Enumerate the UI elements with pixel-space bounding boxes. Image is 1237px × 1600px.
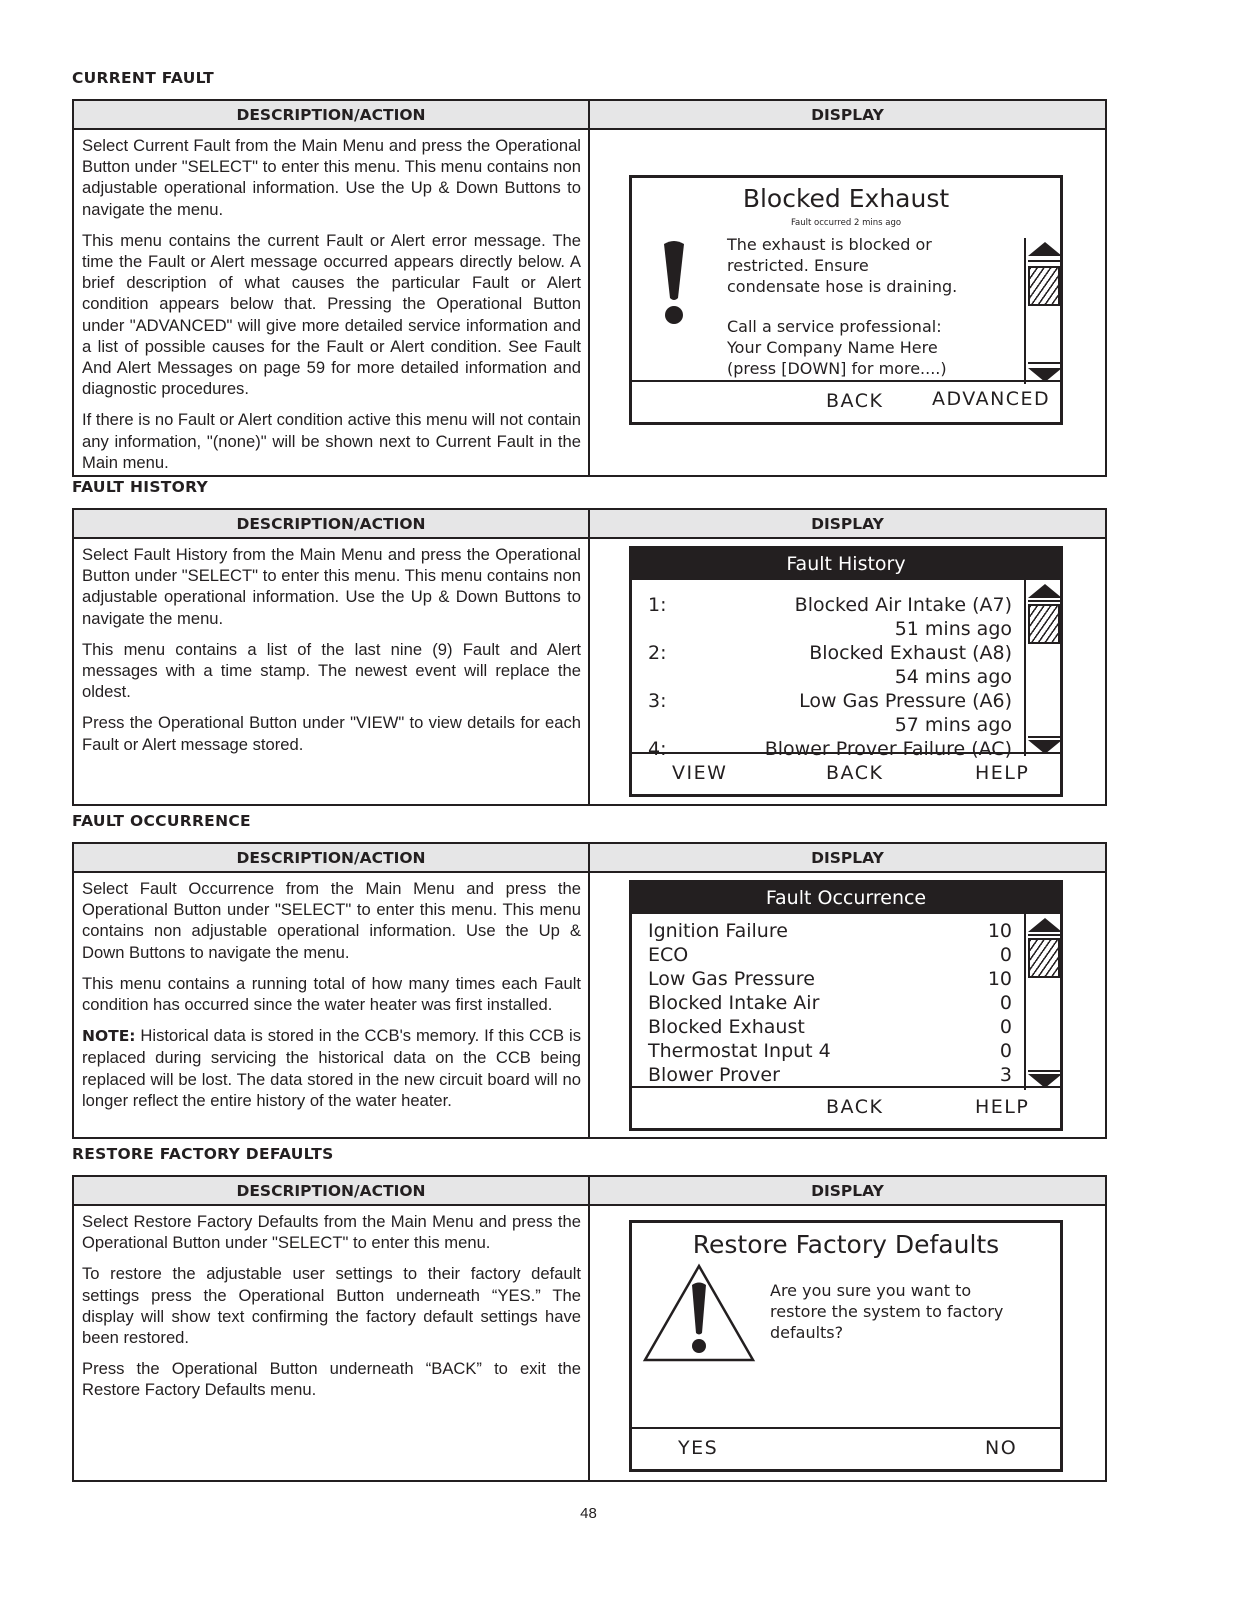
section-title-current-fault: CURRENT FAULT [72, 69, 215, 87]
fault-occurrence-table [72, 842, 1107, 1139]
note-label: NOTE: [82, 1027, 136, 1046]
list-item[interactable]: 1: Blocked Air Intake (A7) [648, 594, 1012, 616]
display-heading: Fault Occurrence [632, 883, 1060, 914]
list-item: 51 mins ago [894, 618, 1012, 640]
yes-button[interactable]: YES [678, 1437, 719, 1459]
column-header-description: DESCRIPTION/ACTION [73, 509, 589, 538]
exclamation-icon [660, 240, 688, 326]
body-line: (press [DOWN] for more....) [727, 358, 947, 378]
fault-history-table [72, 508, 1107, 806]
paragraph: This menu contains the current Fault or Alert error message. The time the Fault or Alert message occurred appears directly below. A brief description of what causes the particular Fault or Alert condition appears below that. Pressing the Operational Button under "ADVANCED" will give more detailed service information and a list of possible causes for the Fault or Alert condition. See Fault And Alert Messages on page 59 for more detailed information and diagnostic procedures. [82, 230, 581, 399]
body-line: Call a service professional: [727, 317, 942, 337]
scroll-thumb[interactable] [1028, 604, 1060, 644]
list-item: Blocked Intake Air 0 [648, 992, 1012, 1014]
display-heading: Restore Factory Defaults [692, 1230, 1000, 1259]
column-header-description: DESCRIPTION/ACTION [73, 100, 589, 129]
paragraph: Select Fault Occurrence from the Main Menu and press the Operational Button under "SELECT" to enter this menu. This menu contains non adjustable operational information. Use the Up & Down Buttons to navigate the menu. [82, 879, 581, 962]
list-item: 54 mins ago [894, 666, 1012, 688]
body-line: restore the system to factory [770, 1301, 1004, 1321]
display-cell [589, 872, 1106, 1138]
button-bar [632, 752, 1060, 794]
fault-time: Fault occurred 2 mins ago [790, 218, 902, 228]
display-cell [589, 538, 1106, 805]
fault-description [727, 235, 957, 380]
column-header-display: DISPLAY [589, 509, 1106, 538]
button-bar [632, 380, 1060, 422]
column-header-description: DESCRIPTION/ACTION [73, 843, 589, 872]
no-button[interactable]: NO [985, 1437, 1018, 1459]
section-title-fault-occurrence: FAULT OCCURRENCE [72, 812, 251, 830]
display-cell [589, 1205, 1106, 1481]
list-item: Thermostat Input 4 0 [648, 1040, 1012, 1062]
paragraph: Press the Operational Button underneath “BACK” to exit the Restore Factory Defaults menu. [82, 1359, 581, 1400]
paragraph: Select Fault History from the Main Menu and press the Operational Button under "SELECT" to enter this menu. This menu contains non adjustable operational information. Use the Up & Down Buttons to navigate the menu. [82, 545, 581, 628]
help-button[interactable]: HELP [975, 1096, 1030, 1118]
paragraph: This menu contains a list of the last nine (9) Fault and Alert messages with a time stamp. The newest event will replace the oldest. [82, 639, 581, 702]
paragraph: Press the Operational Button under "VIEW" to view details for each Fault or Alert message stored. [82, 713, 581, 754]
list-item: Ignition Failure 10 [648, 920, 1012, 942]
list-item[interactable]: 4: Blower Prover Failure (AC) [648, 738, 1012, 760]
scrollbar[interactable] [1024, 238, 1060, 384]
lcd-screen-current-fault [629, 175, 1063, 425]
scroll-thumb[interactable] [1028, 266, 1060, 306]
note-text: Historical data is stored in the CCB's memory. If this CCB is replaced during servicing the historical data on the CCB being replaced will be lost. The data stored in the new circuit board will no longer reflect the entire history of the water heater. [82, 1026, 581, 1110]
back-button[interactable]: BACK [826, 390, 884, 412]
description-cell [73, 1205, 589, 1481]
button-bar [632, 1427, 1060, 1469]
column-header-display: DISPLAY [589, 100, 1106, 129]
paragraph: If there is no Fault or Alert condition active this menu will not contain any information, "(none)" will be shown next to Current Fault in the Main menu. [82, 410, 581, 472]
body-line [727, 297, 957, 317]
paragraph: To restore the adjustable user settings to their factory default settings press the Operational Button underneath “YES.” The display will show text confirming the factory default settings have been restored. [82, 1264, 581, 1348]
scroll-up-icon[interactable] [1028, 242, 1062, 256]
advanced-button[interactable]: ADVANCED [932, 388, 1051, 410]
column-header-description: DESCRIPTION/ACTION [73, 1176, 589, 1205]
scrollbar[interactable] [1024, 580, 1060, 756]
back-button[interactable]: BACK [826, 1096, 884, 1118]
body-line: Your Company Name Here [727, 338, 938, 358]
body-line: defaults? [770, 1322, 844, 1342]
warning-triangle-icon [642, 1263, 756, 1363]
confirm-message [770, 1281, 1003, 1343]
paragraph: Select Restore Factory Defaults from the Main Menu and press the Operational Button under "SELECT" to enter this menu. [82, 1212, 581, 1253]
body-line: condensate hose is draining. [727, 276, 958, 296]
back-button[interactable]: BACK [826, 762, 884, 784]
list-item: Low Gas Pressure 10 [648, 968, 1012, 990]
list-item: Blower Prover 3 [648, 1064, 1012, 1086]
scroll-up-icon[interactable] [1028, 918, 1062, 932]
current-fault-table [72, 99, 1107, 477]
section-title-restore-defaults: RESTORE FACTORY DEFAULTS [72, 1145, 334, 1163]
list-item[interactable]: 3: Low Gas Pressure (A6) [648, 690, 1012, 712]
restore-defaults-table [72, 1175, 1107, 1482]
lcd-screen-restore-defaults [629, 1220, 1063, 1472]
scrollbar[interactable] [1024, 914, 1060, 1090]
list-item: ECO 0 [648, 944, 1012, 966]
description-cell [73, 538, 589, 805]
scroll-thumb[interactable] [1028, 938, 1060, 978]
note-paragraph [82, 1025, 581, 1111]
body-line: The exhaust is blocked or [727, 235, 932, 254]
description-cell [73, 872, 589, 1138]
display-cell [589, 129, 1106, 476]
lcd-screen-fault-history [629, 546, 1063, 797]
page-number: 48 [580, 1505, 597, 1522]
scroll-up-icon[interactable] [1028, 584, 1062, 598]
column-header-display: DISPLAY [589, 1176, 1106, 1205]
description-cell [73, 129, 589, 476]
list-item: 57 mins ago [894, 714, 1012, 736]
column-header-display: DISPLAY [589, 843, 1106, 872]
section-title-fault-history: FAULT HISTORY [72, 478, 209, 496]
display-heading: Blocked Exhaust [742, 184, 950, 213]
help-button[interactable]: HELP [975, 762, 1030, 784]
paragraph: This menu contains a running total of how many times each Fault condition has occurred since the water heater was first installed. [82, 973, 581, 1015]
paragraph: Select Current Fault from the Main Menu and press the Operational Button under "SELECT" to enter this menu. This menu contains non adjustable operational information. Use the Up & Down Buttons to navigate the menu. [82, 136, 581, 219]
display-heading: Fault History [632, 549, 1060, 580]
lcd-screen-fault-occurrence [629, 880, 1063, 1131]
button-bar [632, 1086, 1060, 1128]
list-item: Blocked Exhaust 0 [648, 1016, 1012, 1038]
list-item[interactable]: 2: Blocked Exhaust (A8) [648, 642, 1012, 664]
body-line: restricted. Ensure [727, 255, 869, 275]
body-line: Are you sure you want to [770, 1281, 972, 1300]
view-button[interactable]: VIEW [672, 762, 728, 784]
